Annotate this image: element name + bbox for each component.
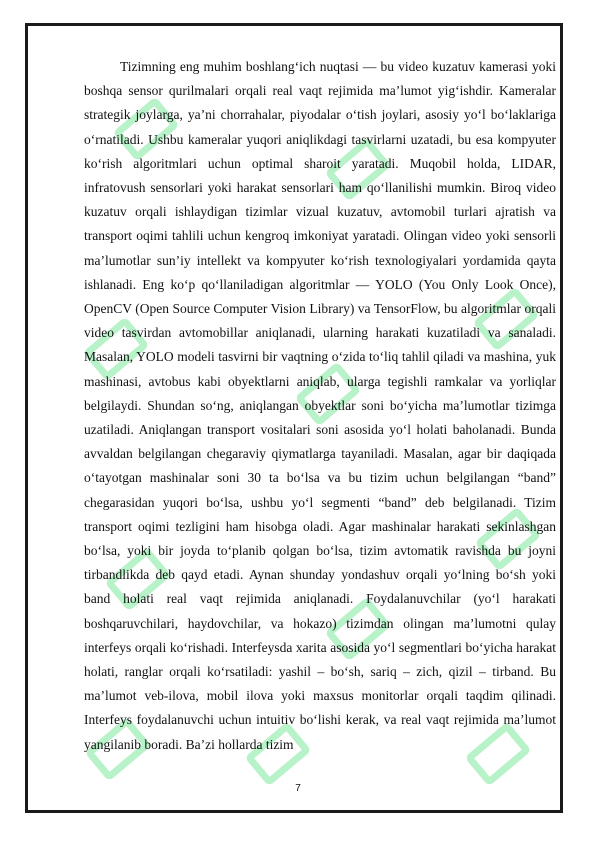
- page-number: 7: [295, 783, 301, 794]
- body-paragraph: Tizimning eng muhim boshlang‘ich nuqtasi — bu video kuzatuv kamerasi yoki boshqa sensor qurilmalari orqali real vaqt rejimida ma’lumot yig‘ishdir. Kameralar strategik joylarga, ya’ni chorrahalar, piyodalar o‘tish joylari, asosiy yo‘l bo‘laklariga o‘rnatiladi. Ushbu kameralar yuqori aniqlikdagi tasvirlarni uzatadi, bu esa kompyuter ko‘rish algoritmlari uchun optimal sharoit yaratadi. Muqobil holda, LIDAR, infratovush sensorlari yoki harakat sensorlari ham qo‘llanilishi mumkin. Biroq video kuzatuv orqali ishlaydigan tizimlar vizual kuzatuv, avtomobil turlari ajratish va transport oqimi tahlili uchun kengroq imkoniyat yaratadi. Olingan video yoki sensorli ma’lumotlar sun’iy intellekt va kompyuter ko‘rish texnologiyalari yordamida qayta ishlanadi. Eng ko‘p qo‘llaniladigan algoritmlar — YOLO (You Only Look Once), OpenCV (Open Source Computer Vision Library) va TensorFlow, bu algoritmlar orqali video tasvirdan avtomobillar aniqlanadi, ularning harakati kuzatiladi va sanaladi. Masalan, YOLO modeli tasvirni bir vaqtning o‘zida to‘liq tahlil qiladi va mashina, yuk mashinasi, avtobus kabi obyektlarni aniqlab, ularga tegishli ramkalar va yorliqlar belgilaydi. Shundan so‘ng, aniqlangan obyektlar soni bo‘yicha ma’lumotlar tizimga uzatiladi. Aniqlangan transport vositalari soni asosida yo‘l holati baholanadi. Bunda avvaldan belgilangan chegaraviy qiymatlarga tayaniladi. Masalan, agar bir daqiqada o‘tayotgan mashinalar soni 30 ta bo‘lsa va bu tizim uchun belgilangan “band” chegarasidan yuqori bo‘lsa, ushbu yo‘l segmenti “band” deb belgilanadi. Tizim transport oqimi tezligini ham hisobga oladi. Agar mashinalar harakati sekinlashgan bo‘lsa, yoki bir joyda to‘planib qolgan bo‘lsa, tizim avtomatik ravishda bu joyni tirbandlikda deb qayd etadi. Aynan shunday yondashuv orqali yo‘lning bo‘sh yoki band holati real vaqt rejimida aniqlanadi. Foydalanuvchilar (yo‘l harakati boshqaruvchilari, haydovchilar, va hokazo) tizimdan olingan ma’lumotni qulay interfeys orqali ko‘rishadi. Interfeysda xarita asosida yo‘l segmentlari bo‘yicha harakat holati, ranglar orqali ko‘rsatiladi: yashil – bo‘sh, sariq – zich, qizil – tirband. Bu ma’lumot veb-ilova, mobil ilova yoki maxsus monitorlar orqali taqdim qilinadi. Interfeys foydalanuvchi uchun intuitiv bo‘lishi kerak, va real vaqt rejimida ma’lumot yangilanib boradi. Ba’zi hollarda tizim: [84, 59, 556, 752]
